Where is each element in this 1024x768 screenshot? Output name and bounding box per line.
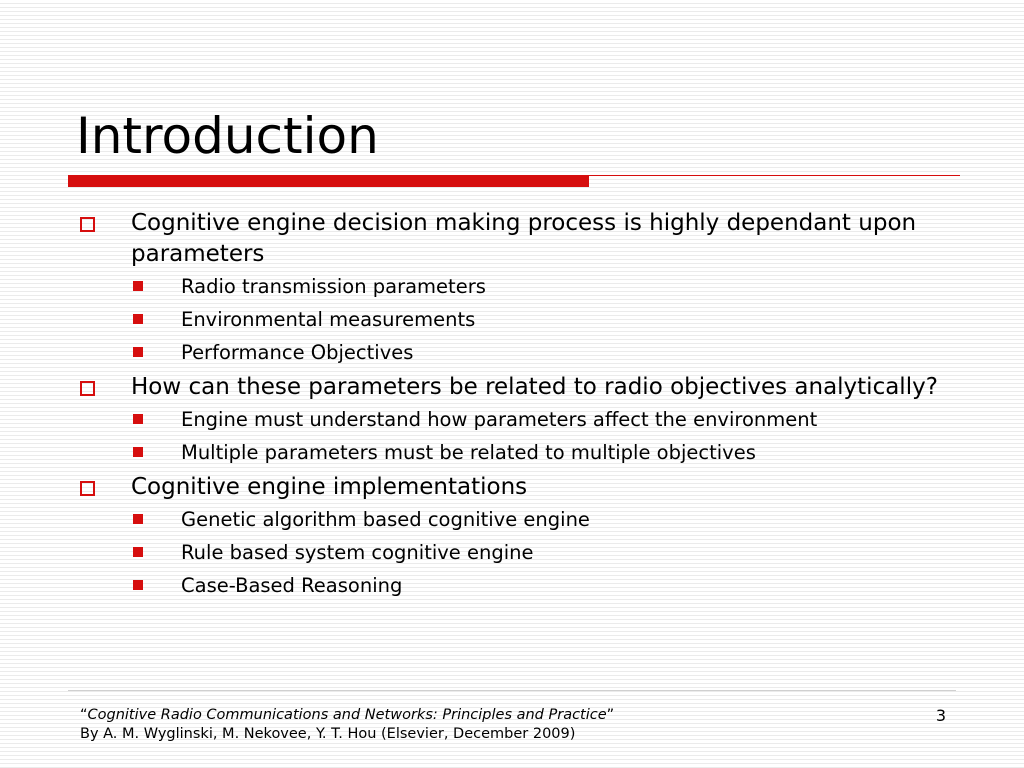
bullet-text: Cognitive engine implementations: [131, 474, 528, 500]
sub-bullet-item: [80, 339, 960, 366]
sub-bullet-text: Performance Objectives: [181, 341, 414, 364]
filled-square-bullet-icon: [133, 547, 143, 557]
footer-divider: [68, 690, 956, 691]
citation-authors: By A. M. Wyglinski, M. Nekovee, Y. T. Hou (Elsevier, December 2009): [80, 726, 576, 742]
sub-bullet-item: [80, 439, 960, 466]
slide-title: Introduction: [76, 107, 379, 165]
sub-bullet-item: [80, 572, 960, 599]
close-quote: ”: [606, 707, 615, 723]
bullet-item: [80, 208, 960, 270]
sub-bullet-text: Engine must understand how parameters affect the environment: [181, 408, 818, 431]
bullet-text: How can these parameters be related to radio objectives analytically?: [131, 374, 938, 400]
footer-citation: [80, 706, 614, 744]
hollow-square-bullet-icon: [80, 217, 95, 232]
filled-square-bullet-icon: [133, 314, 143, 324]
sub-bullet-item: [80, 306, 960, 333]
filled-square-bullet-icon: [133, 414, 143, 424]
sub-bullet-item: [80, 273, 960, 300]
open-quote: “: [80, 707, 88, 723]
book-title: Cognitive Radio Communications and Networks: Principles and Practice: [87, 707, 607, 723]
sub-bullet-item: [80, 539, 960, 566]
citation-title-line: [80, 706, 614, 725]
filled-square-bullet-icon: [133, 580, 143, 590]
sub-bullet-item: [80, 506, 960, 533]
hollow-square-bullet-icon: [80, 381, 95, 396]
title-underline-thin: [589, 175, 960, 176]
sub-bullet-text: Genetic algorithm based cognitive engine: [181, 508, 590, 531]
sub-bullet-item: [80, 406, 960, 433]
sub-bullet-text: Multiple parameters must be related to multiple objectives: [181, 441, 756, 464]
filled-square-bullet-icon: [133, 347, 143, 357]
sub-bullet-text: Rule based system cognitive engine: [181, 541, 534, 564]
sub-bullet-text: Radio transmission parameters: [181, 275, 486, 298]
filled-square-bullet-icon: [133, 281, 143, 291]
bullet-item: [80, 472, 960, 503]
page-number: 3: [935, 706, 946, 725]
bullet-item: [80, 372, 960, 403]
sub-bullet-text: Case-Based Reasoning: [181, 574, 403, 597]
hollow-square-bullet-icon: [80, 481, 95, 496]
title-underline-thick: [68, 175, 589, 187]
sub-bullet-text: Environmental measurements: [181, 308, 476, 331]
filled-square-bullet-icon: [133, 447, 143, 457]
bullet-text: Cognitive engine decision making process is highly dependant upon parameters: [131, 210, 917, 267]
filled-square-bullet-icon: [133, 514, 143, 524]
bullet-list: [80, 208, 960, 605]
